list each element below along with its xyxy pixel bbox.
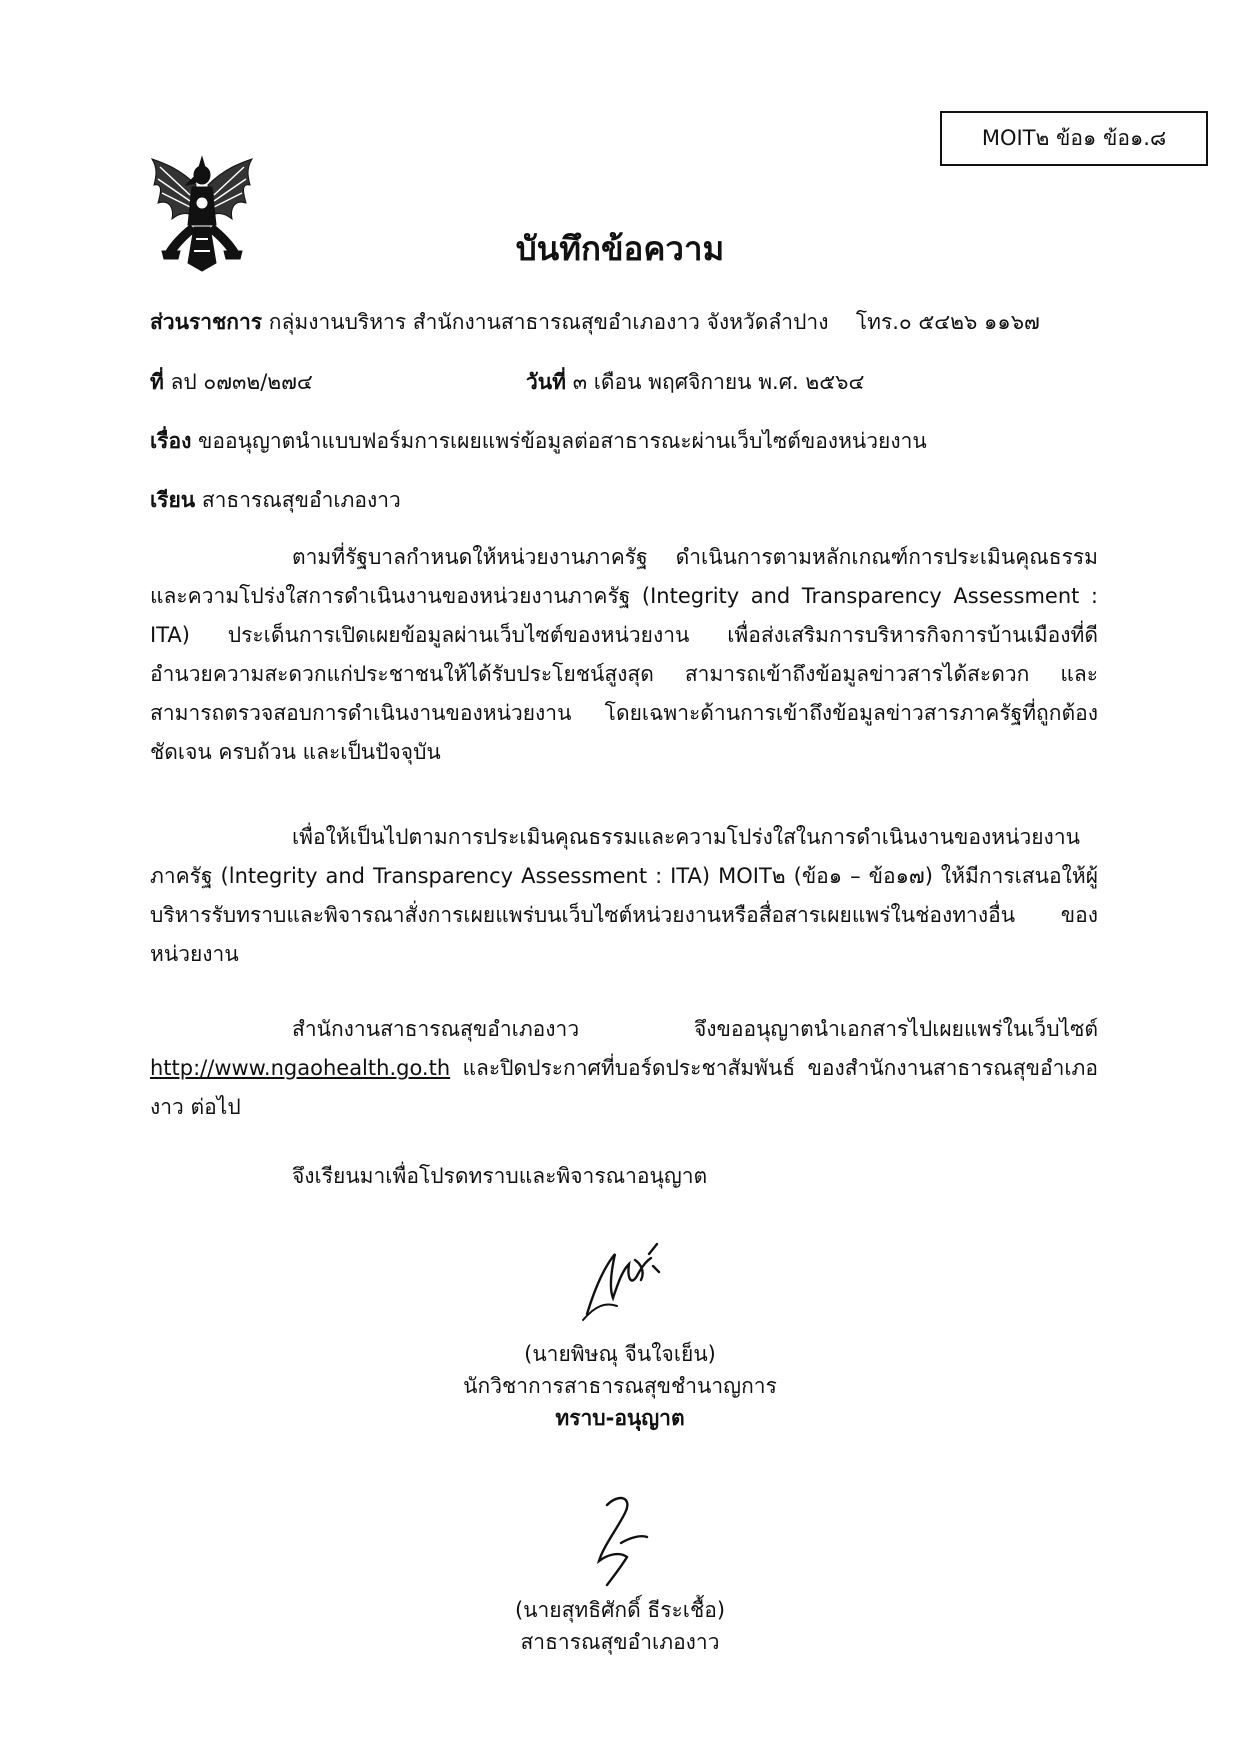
- signer-2-position: สาธารณสุขอำเภองาว: [520, 1630, 720, 1654]
- agency-label: ส่วนราชการ: [150, 310, 263, 334]
- recipient-label: เรียน: [150, 488, 196, 512]
- page-title: บันทึกข้อความ: [515, 229, 725, 268]
- recipient-value: สาธารณสุขอำเภองาว: [201, 488, 401, 512]
- signer-2-name: (นายสุทธิศักดิ์ ธีระเชื้อ): [514, 1598, 726, 1622]
- signer-2-block: [0, 1594, 1240, 1658]
- paragraph-3-text-after: และปิดประกาศที่บอร์ดประชาสัมพันธ์ ของสำนักงานสาธารณสุขอำเภองาว ต่อไป: [150, 1056, 1098, 1119]
- signer-1-block: [0, 1338, 1240, 1434]
- date-value: ๓ เดือน พฤศจิกายน พ.ศ. ๒๕๖๔: [572, 370, 865, 394]
- approval-note: ทราบ-อนุญาต: [555, 1406, 685, 1430]
- ref-label: ที่: [150, 370, 164, 394]
- body-paragraph-1: ตามที่รัฐบาลกำหนดให้หน่วยงานภาครัฐ ดำเนินการตามหลักเกณฑ์การประเมินคุณธรรม และความโปร่งใสการดำเนินงานของหน่วยงานภาครัฐ (Integrity and Transparency Assessment : ITA) ประเด็นการเปิดเผยข้อมูลผ่านเว็บไซต์ของหน่วยงาน เพื่อส่งเสริมการบริหารกิจการบ้านเมืองที่ดี อำนวยความสะดวกแก่ประชาชนให้ได้รับประโยชน์สูงสุด สามารถเข้าถึงข้อมูลข่าวสารได้สะดวก และสามารถตรวจสอบการดำเนินงานของหน่วยงาน โดยเฉพาะด้านการเข้าถึงข้อมูลข่าวสารภาครัฐที่ถูกต้อง ชัดเจน ครบถ้วน และเป็นปัจจุบัน: [150, 545, 1098, 764]
- subject-value: ขออนุญาตนำแบบฟอร์มการเผยแพร่ข้อมูลต่อสาธารณะผ่านเว็บไซต์ของหน่วยงาน: [198, 429, 927, 453]
- body-paragraph-2: เพื่อให้เป็นไปตามการประเมินคุณธรรมและความโปร่งใสในการดำเนินงานของหน่วยงานภาครัฐ (lntegrity and Transparency Assessment : ITA) MOIT๒ (ข้อ๑ – ข้อ๑๗) ให้มีการเสนอให้ผู้บริหารรับทราบและพิจารณาสั่งการเผยแพร่บนเว็บไซต์หน่วยงานหรือสื่อสารเผยแพร่ในช่องทางอื่น ของหน่วยงาน: [150, 825, 1098, 966]
- subject-label: เรื่อง: [150, 429, 192, 453]
- signature-2-icon: [585, 1485, 665, 1595]
- date-label: วันที่: [526, 370, 566, 394]
- agency-line: [150, 306, 1040, 339]
- ref-value: ลป ๐๗๓๒/๒๗๔: [170, 370, 313, 394]
- date-line: [526, 366, 864, 399]
- reference-line: [150, 366, 313, 399]
- paragraph-3-text-before: สำนักงานสาธารณสุขอำเภองาว จึงขออนุญาตนำเอกสารไปเผยแพร่ในเว็บไซต์: [292, 1017, 1098, 1041]
- subject-line: [150, 425, 927, 458]
- body-paragraph-3: [150, 1010, 1098, 1127]
- signer-1-position: นักวิชาการสาธารณสุขชำนาญการ: [463, 1374, 777, 1398]
- agency-value: กลุ่มงานบริหาร สำนักงานสาธารณสุขอำเภองาว จังหวัดลำปาง: [268, 310, 829, 334]
- reference-box-text: MOIT๒ ข้อ๑ ข้อ๑.๘: [981, 126, 1167, 150]
- phone-value: โทร.๐ ๕๔๒๖ ๑๑๖๗: [855, 310, 1040, 334]
- recipient-line: [150, 484, 401, 517]
- website-link[interactable]: http://www.ngaohealth.go.th: [150, 1056, 451, 1080]
- signature-1-icon: [575, 1236, 675, 1336]
- closing-line: จึงเรียนมาเพื่อโปรดทราบและพิจารณาอนุญาต: [292, 1164, 708, 1188]
- reference-box: [940, 111, 1208, 166]
- signer-1-name: (นายพิษณุ จีนใจเย็น): [524, 1342, 716, 1366]
